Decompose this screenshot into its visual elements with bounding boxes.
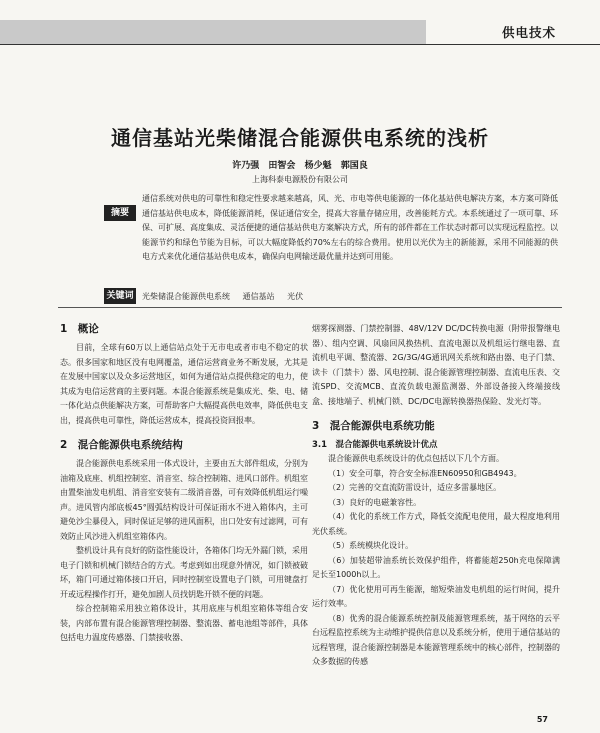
keyword: 光柴储混合能源供电系统 bbox=[142, 292, 230, 301]
section-heading: 1 概论 bbox=[60, 323, 99, 335]
section-heading: 2 混合能源供电系统结构 bbox=[60, 439, 183, 451]
list-item: （6）加装超带油系统长效保护组件，将蓄能超250h充电保障满足长至1000h以上。 bbox=[312, 555, 560, 579]
paragraph: 烟雾探测器、门禁控制器、48V/12V DC/DC转换电源（附带报警继电器）、组内空调、风扇回风换热机、直流电源以及机组运行继电器、直流机电平调、整流器、2G/3G/4G通讯网关系统和路由器、电子门禁、读卡（门禁卡）器、风电控制、混合能源管理控制器、直流电压表、交流SPD、交流MCB、直流负载电源监测器、外部设备接入终端接线盒、接地端子、机械门锁、DC/DC电源转换器热保险、发光灯等。 bbox=[312, 324, 560, 406]
list-item: （3）良好的电磁兼容性。 bbox=[328, 497, 422, 507]
author-list: 许乃强 田智会 杨少魁 郭国良 bbox=[232, 161, 368, 171]
page-number: 57 bbox=[536, 715, 548, 724]
list-item: （8）优秀的混合能源系统控制及能源管理系统，基于网络的云平台远程监控系统为主动维护提供信息以及系统分析，使用于通信基站的远程管理，混合能源控制器是本能源管理系统中的核心部件，控制器的众多数据的传感 bbox=[312, 613, 560, 666]
paragraph: 目前，全球有60万以上通信站点处于无市电或者市电不稳定的状态。很多国家和地区没有电网覆盖，通信运营商业务不断发展，尤其是在发展中国家以及众多运营地区，如何为通信站点提供稳定的电力，使其成为电信运营商的主要问题。本混合能源系统是集成光、柴、电、储一体化站点供能解决方案，可帮助客户大幅提高供电效率，降低供电支出，提高供电可靠性，降低运营成本，提高投资回报率。 bbox=[60, 343, 308, 425]
subsection-heading: 3.1 混合能源供电系统设计优点 bbox=[312, 440, 438, 450]
keywords-list bbox=[142, 290, 562, 304]
right-column bbox=[312, 322, 560, 670]
keyword: 通信基站 bbox=[242, 292, 275, 301]
page-header bbox=[0, 20, 600, 44]
list-item: （4）优化的系统工作方式，降低交流配电使用，最大程度地利用光伏系统。 bbox=[312, 512, 560, 536]
left-column bbox=[60, 322, 308, 646]
article-title: 通信基站光柴储混合能源供电系统的浅析 bbox=[111, 126, 489, 150]
paragraph: 综合控制箱采用独立箱体设计，其用底座与机组室箱体等组合安装，内部布置有混合能源管理控制器、整流器、蓄电池组等部件，具体包括电力温度传感器、门禁接收器、 bbox=[60, 604, 308, 642]
paragraph: 混合能源供电系统设计的优点包括以下几个方面。 bbox=[328, 454, 504, 463]
abstract-text: 通信系统对供电的可靠性和稳定性要求越来越高，风、光、市电等供电能源的一体化基站供电解决方案，本方案可降低通信基站供电成本，降低能源消耗，保证通信安全，提高大容量存储应用，改善能耗方式。本系统通过了一项可靠、环保、可扩展、高度集成、灵活便捷的通信基站供电方案解决方式，所有的部件都在工作状态时都可以实现远程监控。以能源节约和绿色节能为目标，可以大幅度降低约70%左右的综合费用。使用以光伏为主的新能源，采用不同能源的供电方式来优化通信基站供电成本，确保向电网输送最优量并达到可用能。 bbox=[142, 194, 558, 261]
header-bar bbox=[0, 20, 426, 44]
paragraph: 整机设计具有良好的防盗性能设计，各箱体门均无外漏门锁，采用电子门锁和机械门锁结合的方式。考虑到如出现意外情况，如门锁被破坏，箱门可通过箱体接口开启，同时控制室设置电子门锁，可用键盘打开或远程操作打开，避免加剧人员找钥匙开锁不便的问题。 bbox=[60, 546, 308, 599]
keywords-label: 关键词 bbox=[104, 288, 136, 304]
header-rule bbox=[0, 44, 600, 45]
paragraph: 混合能源供电系统采用一体式设计，主要由五大部件组成，分别为油箱及底座、机组控制室、消音室、综合控制箱、进风口部件。机组室由置柴油发电机组、消音室安装有二级消音器，可有效降低机组运行噪声。进风管内部底板45°圆弧结构设计可保证雨水不进入箱体内，主可避免沙尘暴侵入，同时保证足够的进风面积，出口处安有过滤网，可有效防止风沙进入机组室箱体内。 bbox=[60, 459, 308, 541]
list-item: （7）优化使用可再生能源，缩短柴油发电机组的运行时间，提升运行效率。 bbox=[312, 584, 560, 608]
keyword: 光伏 bbox=[287, 292, 304, 301]
affiliation: 上海科泰电源股份有限公司 bbox=[252, 175, 348, 184]
section-label: 供电技术 bbox=[501, 25, 556, 40]
divider bbox=[58, 307, 562, 308]
list-item: （2）完善的交直流防雷设计，适应多雷暴地区。 bbox=[328, 483, 502, 492]
list-item: （5）系统模块化设计。 bbox=[328, 541, 414, 550]
abstract-label: 摘要 bbox=[104, 205, 136, 221]
list-item: （1）安全可靠，符合安全标准EN60950和GB4943。 bbox=[328, 468, 522, 478]
section-heading: 3 混合能源供电系统功能 bbox=[312, 420, 435, 432]
